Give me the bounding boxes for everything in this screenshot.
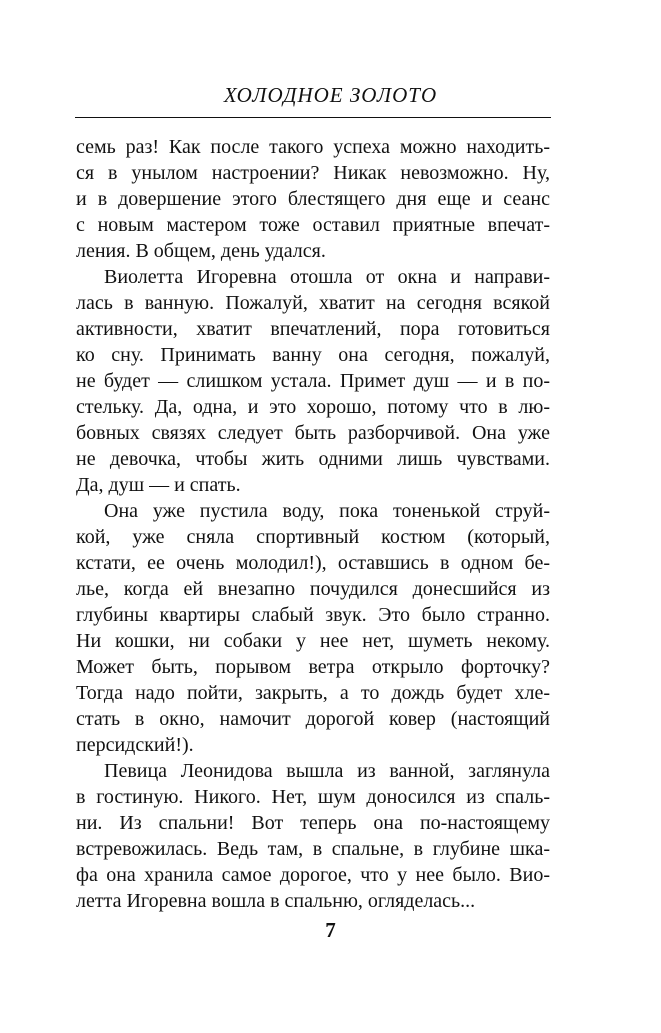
text-line: персидский!).	[76, 734, 194, 756]
text-line: Да, душ — и спать.	[76, 474, 241, 496]
text-line: с новым мастером тоже оставил приятные впечат-	[76, 214, 550, 236]
paragraph-list	[76, 134, 550, 914]
text-line: ко сну. Принимать ванну она сегодня, пожалуй,	[76, 344, 550, 366]
text-line: бовных связях следует быть разборчивой. Она уже	[76, 422, 550, 444]
text-line: в гостиную. Никого. Нет, шум доносился из спаль-	[76, 786, 550, 808]
text-line: лье, когда ей внезапно почудился донесшийся из	[76, 578, 550, 600]
paragraph	[76, 134, 550, 264]
paragraph	[76, 758, 550, 914]
text-line: летта Игоревна вошла в спальню, огляделась...	[76, 890, 476, 912]
text-line: глубины квартиры слабый звук. Это было странно.	[76, 604, 550, 626]
text-line: ни. Из спальни! Вот теперь она по-настоящему	[76, 812, 550, 834]
text-line: лась в ванную. Пожалуй, хватит на сегодня всякой	[76, 292, 550, 314]
text-line: Тогда надо пойти, закрыть, а то дождь будет хле-	[76, 682, 550, 704]
text-line: Может быть, порывом ветра открыло форточку?	[76, 656, 550, 678]
text-line: Виолетта Игоревна отошла от окна и направи-	[104, 266, 550, 288]
text-line: стать в окно, намочит дорогой ковер (настоящий	[76, 708, 550, 730]
text-line: ления. В общем, день удался.	[76, 240, 326, 262]
text-line: Певица Леонидова вышла из ванной, заглянула	[104, 760, 550, 782]
header-rule	[75, 117, 551, 118]
text-line: и в довершение этого блестящего дня еще и сеанс	[76, 188, 550, 210]
text-line: стельку. Да, одна, и это хорошо, потому что в лю-	[76, 396, 550, 418]
running-head: ХОЛОДНОЕ ЗОЛОТО	[223, 83, 438, 107]
text-line: не будет — слишком устала. Примет душ — и в по-	[76, 370, 550, 392]
text-line: не девочка, чтобы жить одними лишь чувствами.	[76, 448, 550, 470]
text-line: фа она хранила самое дорогое, что у нее было. Вио-	[76, 864, 550, 886]
text-line: ся в унылом настроении? Никак невозможно. Ну,	[76, 162, 550, 184]
text-line: встревожилась. Ведь там, в спальне, в глубине шка-	[76, 838, 550, 860]
text-line: активности, хватит впечатлений, пора готовиться	[76, 318, 550, 340]
text-line: кой, уже сняла спортивный костюм (который,	[76, 526, 550, 548]
text-line: кстати, ее очень молодил!), оставшись в одном бе-	[76, 552, 550, 574]
text-line: семь раз! Как после такого успеха можно находить-	[76, 136, 550, 158]
text-line: Она уже пустила воду, пока тоненькой струй-	[104, 500, 550, 522]
text-line: Ни кошки, ни собаки у нее нет, шуметь некому.	[76, 630, 550, 652]
paragraph	[76, 264, 550, 498]
paragraph	[76, 498, 550, 758]
body-text	[76, 134, 550, 914]
page-number: 7	[325, 918, 336, 942]
